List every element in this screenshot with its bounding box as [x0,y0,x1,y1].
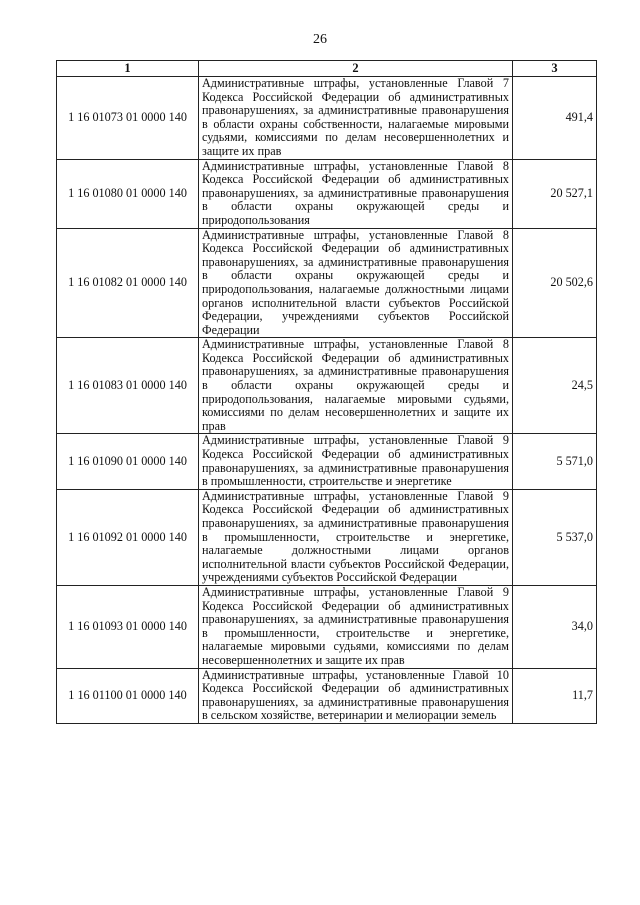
budget-code: 1 16 01073 01 0000 140 [57,77,199,160]
amount-value: 34,0 [513,585,597,668]
budget-code: 1 16 01083 01 0000 140 [57,338,199,434]
budget-code: 1 16 01090 01 0000 140 [57,434,199,489]
revenue-table [56,60,597,724]
revenue-description: Административные штрафы, установленные Главой 9 Кодекса Российской Федерации об административных правонарушениях, за административные правонарушения в промышленности, строительстве и энергетике [199,434,513,489]
revenue-description: Административные штрафы, установленные Главой 7 Кодекса Российской Федерации об административных правонарушениях, за административные правонарушения в области охраны собственности, налагаемые мировыми судьями, комиссиями по делам несовершеннолетних и защите их прав [199,77,513,160]
table-row [57,228,597,338]
column-header-description: 2 [199,61,513,77]
amount-value: 20 527,1 [513,159,597,228]
table-row [57,159,597,228]
budget-code: 1 16 01093 01 0000 140 [57,585,199,668]
table-row [57,668,597,723]
amount-value: 24,5 [513,338,597,434]
revenue-description: Административные штрафы, установленные Главой 9 Кодекса Российской Федерации об административных правонарушениях, за административные правонарушения в промышленности, строительстве и энергетике, налагаемые должностными лицами органов исполнительной власти субъектов Российской Федерации, учреждениями субъектов Российской Федерации [199,489,513,585]
revenue-description: Административные штрафы, установленные Главой 8 Кодекса Российской Федерации об административных правонарушениях, за административные правонарушения в области охраны окружающей среды и природопользования [199,159,513,228]
table-row [57,585,597,668]
revenue-description: Административные штрафы, установленные Главой 10 Кодекса Российской Федерации об административных правонарушениях, за административные правонарушения в сельском хозяйстве, ветеринарии и мелиорации земель [199,668,513,723]
column-header-code: 1 [57,61,199,77]
revenue-description: Административные штрафы, установленные Главой 8 Кодекса Российской Федерации об административных правонарушениях, за административные правонарушения в области охраны окружающей среды и природопользования, налагаемые должностными лицами органов исполнительной власти субъектов Российской Федерации, учреждениями субъектов Российской Федерации [199,228,513,338]
amount-value: 5 537,0 [513,489,597,585]
budget-code: 1 16 01080 01 0000 140 [57,159,199,228]
table-row [57,434,597,489]
amount-value: 5 571,0 [513,434,597,489]
table-row [57,338,597,434]
page-number: 26 [313,32,327,47]
amount-value: 20 502,6 [513,228,597,338]
table-row [57,77,597,160]
table-header-row [57,61,597,77]
column-header-amount: 3 [513,61,597,77]
amount-value: 491,4 [513,77,597,160]
budget-code: 1 16 01082 01 0000 140 [57,228,199,338]
amount-value: 11,7 [513,668,597,723]
revenue-description: Административные штрафы, установленные Главой 9 Кодекса Российской Федерации об административных правонарушениях, за административные правонарушения в промышленности, строительстве и энергетике, налагаемые мировыми судьями, комиссиями по делам несовершеннолетних и защите их прав [199,585,513,668]
budget-code: 1 16 01100 01 0000 140 [57,668,199,723]
revenue-description: Административные штрафы, установленные Главой 8 Кодекса Российской Федерации об административных правонарушениях, за административные правонарушения в области охраны окружающей среды и природопользования, налагаемые мировыми судьями, комиссиями по делам несовершеннолетних и защите их прав [199,338,513,434]
budget-code: 1 16 01092 01 0000 140 [57,489,199,585]
table-row [57,489,597,585]
